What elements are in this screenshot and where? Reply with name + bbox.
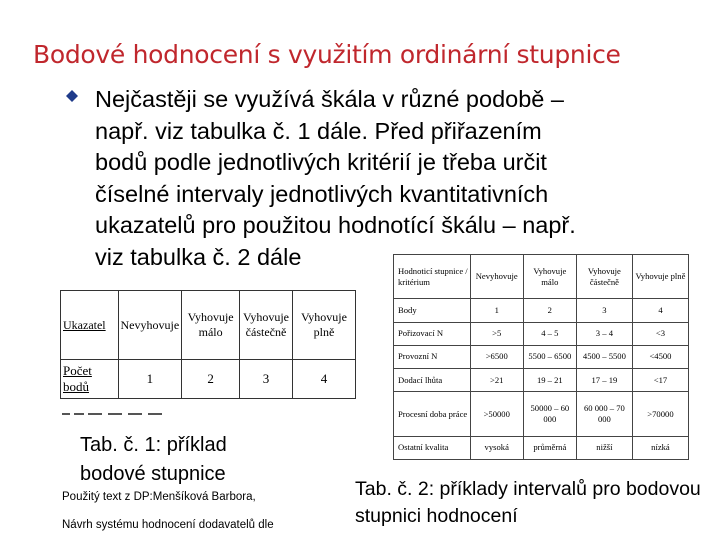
table-row [394,436,689,459]
table-cell: Procesní doba práce [394,392,471,436]
bullet-line: např. viz tabulka č. 1 dále. Před přiřazením [95,117,542,144]
table-cell: průměrná [523,436,576,459]
table-cell: Nevyhovuje [118,291,182,360]
diamond-bullet-icon [66,90,78,102]
table-row [394,322,689,345]
table-row [61,291,356,360]
table-cell: 2 [523,299,576,322]
table-row [394,299,689,322]
bullet-line: viz tabulka č. 2 dále [95,243,302,270]
table-cell: 3 – 4 [576,322,632,345]
table-row [394,392,689,436]
table-row [394,255,689,299]
bullet-line: ukazatelů pro použitou hodnotící škálu – např. [95,212,576,238]
table-row [394,369,689,392]
cropped-text-fragment [62,403,182,408]
bullet-line: bodů podle jednotlivých kritérií je třeba určit [95,149,547,175]
table-cell: nízká [632,436,688,459]
table-cell: Nevyhovuje [470,255,523,299]
table-cell: Vyhovuje částečně [576,255,632,299]
table-cell: Pořizovací N [394,322,471,345]
table-1-image [60,290,356,404]
table-cell: 4 [632,299,688,322]
table-cell: Dodací lhůta [394,369,471,392]
table-cell: Body [394,299,471,322]
table-cell: Počet bodů [61,360,119,399]
table-cell: >70000 [632,392,688,436]
table-cell: vysoká [470,436,523,459]
table-cell: Ukazatel [61,291,119,360]
table-cell: <4500 [632,345,688,368]
table-cell: 50000 – 60 000 [523,392,576,436]
table-cell: 4 [292,360,355,399]
table-2-image [393,254,689,460]
table-cell: <17 [632,369,688,392]
table-cell: Ostatní kvalita [394,436,471,459]
slide-title: Bodové hodnocení s využitím ordinární stupnice [33,40,621,69]
table-cell: nižší [576,436,632,459]
table-row [61,360,356,399]
source-note-line: Použitý text z DP:Menšíková Barbora, [62,491,256,503]
table-cell: 2 [182,360,240,399]
table-cell: >5 [470,322,523,345]
table-cell: 1 [118,360,182,399]
table-cell: Vyhovuje plně [632,255,688,299]
table-cell: >50000 [470,392,523,436]
table-cell: 60 000 – 70 000 [576,392,632,436]
table-cell: 5500 – 6500 [523,345,576,368]
table-cell: 17 – 19 [576,369,632,392]
bullet-line: číselné intervaly jednotlivých kvantitativních [95,180,549,207]
source-note-line: Návrh systému hodnocení dodavatelů dle [62,519,274,531]
table-cell: 1 [470,299,523,322]
table-cell: Provozní N [394,345,471,368]
table-cell: 3 [240,360,293,399]
table-cell: Vyhovuje málo [182,291,240,360]
table-2-caption: Tab. č. 2: příklady intervalů pro bodovou stupnici hodnocení [355,478,701,527]
table-cell: >21 [470,369,523,392]
bullet-paragraph [95,84,705,273]
table-cell: <3 [632,322,688,345]
table-cell: 3 [576,299,632,322]
table-cell: Vyhovuje málo [523,255,576,299]
bullet-line: Nejčastěji se využívá škála v různé podobě – [95,86,564,112]
table-cell: >6500 [470,345,523,368]
table-cell: Vyhovuje částečně [240,291,293,360]
table-cell: Vyhovuje plně [292,291,355,360]
table-row [394,345,689,368]
table-1-caption: Tab. č. 1: příklad bodové stupnice [80,434,227,485]
table-cell: 4500 – 5500 [576,345,632,368]
table-cell: 19 – 21 [523,369,576,392]
table-cell: Hodnoticí stupnice / kritérium [394,255,471,299]
table-cell: 4 – 5 [523,322,576,345]
